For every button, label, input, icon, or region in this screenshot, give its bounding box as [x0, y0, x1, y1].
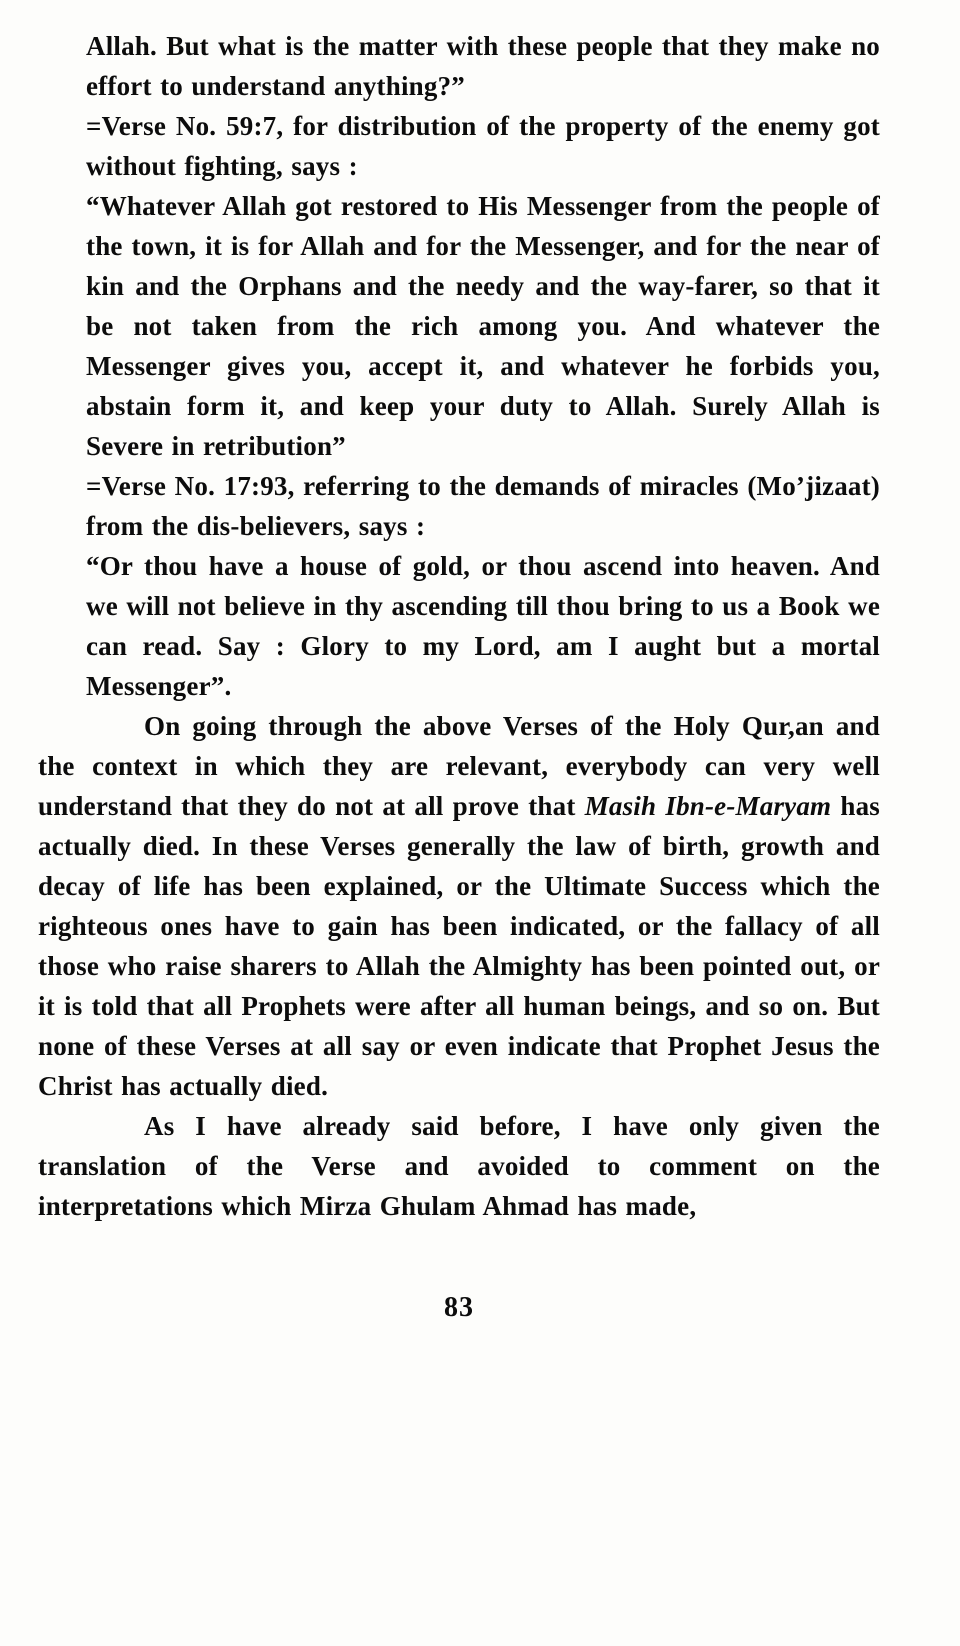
- verse-text: [86, 106, 880, 186]
- verse-text: [86, 186, 880, 466]
- text-run: “Whatever Allah got restored to His Messenger from the people of the town, it is for Allah and for the Messenger, and for the near of kin and the Orphans and the needy and the way-farer, so that it be not taken from the rich among you. And whatever the Messenger gives you, accept it, and whatever he forbids you, abstain form it, and keep your duty to Allah. Surely Allah is Severe in retribution”: [86, 191, 880, 461]
- text-run: On going through the above Verses of the Holy Qur,an and the context in which they are relevant, everybody can very well understand that they do not at all prove that: [38, 711, 880, 821]
- italic-phrase: Masih Ibn-e-Maryam: [584, 791, 832, 821]
- text-blocks: [38, 26, 880, 1226]
- text-run: has actually died. In these Verses generally the law of birth, growth and decay of life has been explained, or the Ultimate Success which the righteous ones have to gain has been indicated, or the fallacy of all those who raise sharers to Allah the Almighty has been pointed out, or it is told that all Prophets were after all human beings, and so on. But none of these Verses at all say or even indicate that Prophet Jesus the Christ has actually died.: [38, 791, 881, 1101]
- text-run: =Verse No. 17:93, referring to the demands of miracles (Mo’jizaat) from the dis-believers, says :: [86, 471, 880, 541]
- text-run: “Or thou have a house of gold, or thou ascend into heaven. And we will not believe in thy ascending till thou bring to us a Book we can read. Say : Glory to my Lord, am I aught but a mortal Messenger”.: [86, 551, 880, 701]
- verse-text: [86, 546, 880, 706]
- text-run: As I have already said before, I have only given the translation of the Verse and avoided to comment on the interpretations which Mirza Ghulam Ahmad has made,: [38, 1111, 880, 1221]
- text-run: =Verse No. 59:7, for distribution of the property of the enemy got without fighting, says :: [86, 111, 880, 181]
- verse-text: [86, 466, 880, 546]
- text-run: Allah. But what is the matter with these people that they make no effort to understand anything?”: [86, 31, 880, 101]
- body-paragraph: [38, 1106, 880, 1226]
- body-paragraph: [38, 706, 880, 1106]
- page-number: 83: [444, 1292, 474, 1323]
- verse-text: [86, 26, 880, 106]
